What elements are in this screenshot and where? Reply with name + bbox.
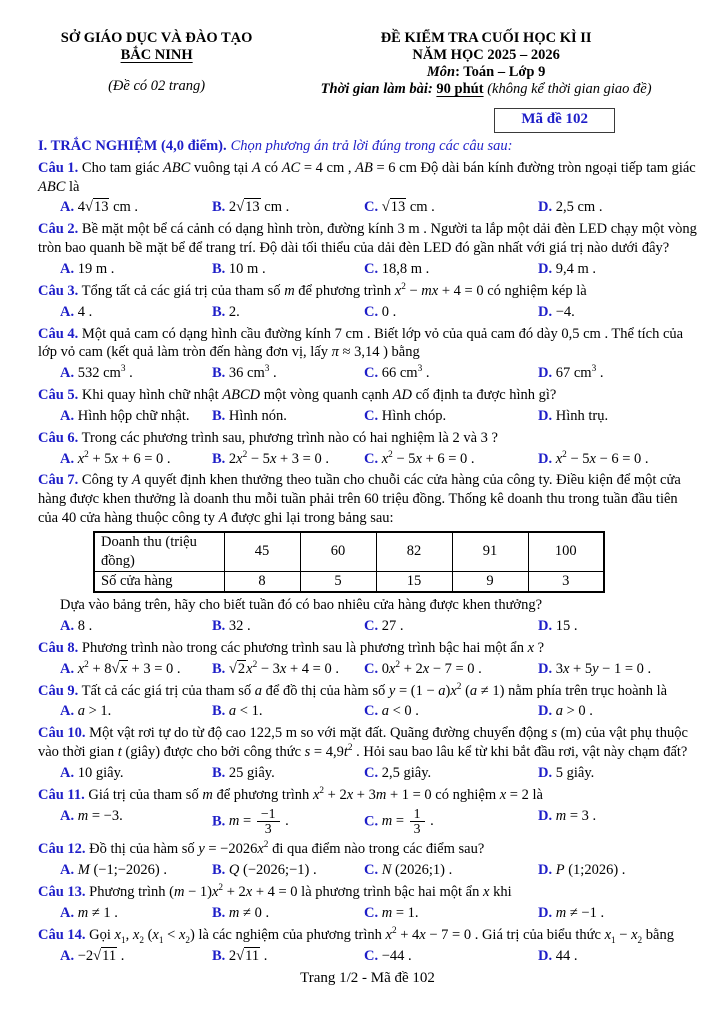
option-letter: D. <box>538 703 553 720</box>
question-text: Câu 2. Bề mặt một bể cá cảnh có dạng hình tròn, đường kính 3 m . Người ta lắp một dải đèn LED chạy một vòng tròn bao quanh bề mặt bể để trang trí. Độ dài tối thiểu của dải đèn LED đó gần nhất với giá trị nào dưới đây? <box>38 221 697 257</box>
option-letter: C. <box>364 407 379 424</box>
question-label: Câu 10. <box>38 725 86 742</box>
option-letter: B. <box>212 450 226 467</box>
options-row <box>38 904 697 923</box>
option-d: D. 15 . <box>538 618 578 634</box>
question-label: Câu 1. <box>38 159 79 176</box>
option-b: B. 36 $cm^3$ . <box>212 364 277 382</box>
option-letter: D. <box>538 660 553 677</box>
question-text: Câu 4. Một quả cam có dạng hình cầu đường kính 7 cm . Biết lớp vỏ của quả cam đó dày 0,5 cm . Thể tích của lớp vỏ cam (kết quả làm tròn đến hàng đơn vị, lấy π ≈ 3,14 ) bằng <box>38 325 684 361</box>
option-b: B. Hình nón. <box>212 407 287 424</box>
option-a: A. 4 . <box>60 303 93 320</box>
option-letter: A. <box>60 904 75 921</box>
question-8 <box>38 639 697 679</box>
option-d: D. 44 . <box>538 947 578 964</box>
question-text: Câu 6. Trong các phương trình sau, phương trình nào có hai nghiệm là 2 và 3 ? <box>38 429 498 446</box>
question-text: Câu 11. Giá trị của tham số m để phương trình $x^2 + 2x + 3m + 1 = 0$ có nghiệm x = 2 là <box>38 785 543 803</box>
question-3 <box>38 282 697 322</box>
option-b: B. 32 . <box>212 618 251 634</box>
option-letter: B. <box>212 407 226 424</box>
option-letter: A. <box>60 303 75 320</box>
option-letter: D. <box>538 199 553 216</box>
option-letter: A. <box>60 947 75 964</box>
option-letter: C. <box>364 365 379 382</box>
question-label: Câu 5. <box>38 387 79 404</box>
option-d: D. 5 giây. <box>538 764 595 781</box>
question-text: Câu 14. Gọi $x_1$, $x_2$ $(x_1 < x_2)$ là các nghiệm của phương trình $x^2 + 4x - 7 = 0$ . Giá trị của biểu thức $x_1 - x_2$ bằng <box>38 925 674 946</box>
options-row <box>38 861 697 880</box>
option-d: D. 3x + 5y − 1 = 0 . <box>538 660 652 677</box>
option-letter: D. <box>538 618 553 634</box>
question-1 <box>38 159 697 218</box>
option-d: D. $x^2 - 5x - 6 = 0$ . <box>538 449 649 467</box>
option-letter: D. <box>538 407 553 424</box>
option-c: C. Hình chóp. <box>364 407 447 424</box>
page-footer: Trang 1/2 - Mã đề 102 <box>300 970 435 987</box>
option-c: C. a < 0 . <box>364 703 419 720</box>
option-d: D. −4. <box>538 303 575 320</box>
question-4 <box>38 325 697 384</box>
question-9 <box>38 682 697 722</box>
question-text: Câu 3. Tổng tất cả các giá trị của tham số m để phương trình $x^2$ − mx + 4 = 0 có nghiệm kép là <box>38 282 587 299</box>
options-row <box>38 260 697 279</box>
table-cell: 9 <box>452 571 528 592</box>
option-d: D. a > 0 . <box>538 703 593 720</box>
option-c: C. √13 cm . <box>364 199 435 216</box>
exam-title: ĐỀ KIỂM TRA CUỐI HỌC KÌ II <box>380 30 592 46</box>
issuing-authority-block <box>38 30 275 98</box>
option-b: B. $√2x^2 - 3x + 4 = 0$ . <box>212 659 339 677</box>
option-a: A. m ≠ 1 . <box>60 904 118 921</box>
time-line: Thời gian làm bài: 90 phút (không kể thời gian giao đề) <box>320 81 652 98</box>
option-d: D. 67 $cm^3$ . <box>538 364 604 382</box>
option-letter: B. <box>212 660 226 677</box>
option-a: A. 8 . <box>60 618 93 634</box>
option-d: D. 2,5 cm . <box>538 199 603 216</box>
authority-province: BẮC NINH <box>120 47 193 64</box>
option-letter: A. <box>60 703 75 720</box>
section-instruction: Chọn phương án trả lời đúng trong các câu sau: <box>230 137 513 154</box>
option-letter: D. <box>538 365 553 382</box>
option-d: D. P (1;2026) . <box>538 862 626 879</box>
option-b: B. a < 1. <box>212 703 263 720</box>
option-letter: D. <box>538 904 553 921</box>
table-cell: 15 <box>376 571 452 592</box>
subject-line: Môn: Toán – Lớp 9 <box>426 64 546 81</box>
option-a: A. 19 m . <box>60 261 115 277</box>
option-letter: A. <box>60 407 75 424</box>
option-c: C. −44 . <box>364 947 412 964</box>
option-b: B. m = $\frac{-1}{3}$ . <box>212 805 289 837</box>
question-5 <box>38 386 697 426</box>
table-row <box>94 571 604 592</box>
option-c: C. $0x^2 + 2x - 7 = 0$ . <box>364 659 482 677</box>
option-b: B. 2. <box>212 303 240 320</box>
option-a: A. M (−1;−2026) . <box>60 862 167 879</box>
questions-list <box>38 159 697 966</box>
option-letter: C. <box>364 862 379 879</box>
options-row <box>38 702 697 721</box>
option-b: B. 2√13 cm . <box>212 199 290 216</box>
table-cell: 60 <box>300 532 376 571</box>
question-label: Câu 12. <box>38 841 86 858</box>
table-cell: 5 <box>300 571 376 592</box>
option-letter: D. <box>538 261 553 277</box>
option-letter: C. <box>364 904 379 921</box>
option-letter: A. <box>60 199 75 216</box>
option-letter: C. <box>364 813 379 830</box>
question-text: Câu 5. Khi quay hình chữ nhật ABCD một vòng quanh cạnh AD cố định ta được hình gì? <box>38 387 557 404</box>
option-d: D. m ≠ −1 . <box>538 904 605 921</box>
options-row <box>38 660 697 679</box>
school-year: NĂM HỌC 2025 – 2026 <box>412 47 560 64</box>
option-letter: D. <box>538 947 553 964</box>
option-letter: A. <box>60 618 75 634</box>
section-title: I. TRẮC NGHIỆM (4,0 điểm). <box>38 137 227 154</box>
option-d: D. m = 3 . <box>538 807 597 824</box>
exam-code-box: Mã đề 102 <box>494 108 615 133</box>
option-b: B. 10 m . <box>212 261 266 277</box>
option-letter: A. <box>60 261 75 277</box>
option-letter: B. <box>212 862 226 879</box>
options-row <box>38 807 697 838</box>
option-letter: D. <box>538 862 553 879</box>
option-letter: C. <box>364 303 379 320</box>
table-cell: 45 <box>224 532 300 571</box>
option-c: C. 66 $cm^3$ . <box>364 364 430 382</box>
option-letter: B. <box>212 813 226 830</box>
option-letter: B. <box>212 618 226 634</box>
options-row <box>38 198 697 217</box>
option-a: A. $x^2 + 5x + 6 = 0$ . <box>60 449 171 467</box>
option-letter: C. <box>364 660 379 677</box>
option-b: B. 2√11 . <box>212 947 268 964</box>
option-d: D. Hình trụ. <box>538 407 609 424</box>
option-d: D. 9,4 m . <box>538 261 597 277</box>
option-letter: A. <box>60 660 75 677</box>
option-letter: D. <box>538 450 553 467</box>
option-b: B. Q (−2026;−1) . <box>212 862 317 879</box>
option-c: C. N (2026;1) . <box>364 862 453 879</box>
options-row <box>38 364 697 383</box>
option-c: C. 2,5 giây. <box>364 764 432 781</box>
option-letter: C. <box>364 199 379 216</box>
question-label: Câu 4. <box>38 325 79 342</box>
table-cell: 82 <box>376 532 452 571</box>
question-text: Câu 13. Phương trình $(m - 1)x^2 + 2x + 4 = 0$ là phương trình bậc hai một ẩn x khi <box>38 883 512 901</box>
option-letter: A. <box>60 807 75 824</box>
option-letter: B. <box>212 303 226 320</box>
question-text: Câu 1. Cho tam giác ABC vuông tại A có AC = 4 cm , AB = 6 cm Độ dài bán kính đường tròn ngoại tiếp tam giác ABC là <box>38 159 696 195</box>
option-c: C. 0 . <box>364 303 397 320</box>
options-row <box>38 764 697 783</box>
option-letter: C. <box>364 703 379 720</box>
page-count-note: (Đề có 02 trang) <box>108 78 206 95</box>
option-a: A. 532 $cm^3$ . <box>60 364 133 382</box>
option-c: C. m = $\frac{1}{3}$ . <box>364 805 434 837</box>
option-letter: C. <box>364 947 379 964</box>
option-letter: A. <box>60 862 75 879</box>
option-a: A. −2√11 . <box>60 947 125 964</box>
option-letter: D. <box>538 807 553 824</box>
question-6 <box>38 429 697 469</box>
question-13 <box>38 883 697 923</box>
option-letter: B. <box>212 904 226 921</box>
question-label: Câu 9. <box>38 682 79 699</box>
question-label: Câu 3. <box>38 282 79 299</box>
revenue-table <box>93 531 605 593</box>
option-letter: B. <box>212 703 226 720</box>
option-letter: B. <box>212 764 226 781</box>
option-a: A. 10 giây. <box>60 764 124 781</box>
option-letter: B. <box>212 365 226 382</box>
question-text: Câu 7. Công ty A quyết định khen thưởng theo tuần cho chuỗi các cửa hàng của công ty. Điều kiện để một cửa hàng được khen thưởng là doanh thu mỗi tuần phải trên 60 triệu đồng. Thống kê doanh thu trong tuần đầu tiên của 40 cửa hàng thuộc công ty A được ghi lại trong bảng sau: <box>38 472 681 527</box>
option-b: B. 25 giây. <box>212 764 275 781</box>
table-cell: 3 <box>528 571 604 592</box>
option-b: B. $2x^2 - 5x + 3 = 0$ . <box>212 449 329 467</box>
question-label: Câu 14. <box>38 926 86 943</box>
option-a: A. $x^2 + 8√x + 3 = 0$ . <box>60 659 181 677</box>
option-a: A. Hình hộp chữ nhật. <box>60 407 190 424</box>
table-cell: 8 <box>224 571 300 592</box>
question-14 <box>38 926 697 966</box>
option-letter: C. <box>364 764 379 781</box>
question-label: Câu 2. <box>38 221 79 238</box>
option-letter: B. <box>212 261 226 277</box>
question-11 <box>38 786 697 838</box>
option-c: C. 27 . <box>364 618 404 634</box>
option-letter: A. <box>60 365 75 382</box>
options-row <box>38 407 697 426</box>
table-cell: Số cửa hàng <box>94 571 224 592</box>
option-letter: A. <box>60 764 75 781</box>
table-cell: 100 <box>528 532 604 571</box>
question-followup: Dựa vào bảng trên, hãy cho biết tuần đó có bao nhiêu cửa hàng được khen thưởng? <box>60 597 543 614</box>
question-text: Câu 9. Tất cả các giá trị của tham số a để đồ thị của hàm số $y = (1 - a)x^2$ (a ≠ 1) nằm phía trên trục hoành là <box>38 681 668 699</box>
option-letter: D. <box>538 303 553 320</box>
option-letter: C. <box>364 261 379 277</box>
option-letter: D. <box>538 764 553 781</box>
option-c: C. 18,8 m . <box>364 261 430 277</box>
page-header <box>38 30 697 98</box>
table-cell: 91 <box>452 532 528 571</box>
option-a: A. a > 1. <box>60 703 112 720</box>
section-heading <box>38 137 697 156</box>
question-label: Câu 6. <box>38 429 79 446</box>
option-c: C. $x^2 - 5x + 6 = 0$ . <box>364 449 475 467</box>
question-text: Câu 10. Một vật rơi tự do từ độ cao 122,5 m so với mặt đất. Quãng đường chuyển động s (m) của vật phụ thuộc vào thời gian t (giây) được cho bởi công thức $s = 4,9t^2$ . Hỏi sau bao lâu kể từ khi bắt đầu rơi, vật này chạm đất? <box>38 725 688 761</box>
option-letter: C. <box>364 618 379 634</box>
question-7 <box>38 471 697 635</box>
question-label: Câu 8. <box>38 639 79 656</box>
question-label: Câu 11. <box>38 786 85 803</box>
option-c: C. m = 1. <box>364 904 419 921</box>
question-12 <box>38 840 697 880</box>
question-text: Câu 8. Phương trình nào trong các phương trình sau là phương trình bậc hai một ẩn x ? <box>38 639 545 656</box>
options-row <box>38 617 697 636</box>
exam-title-block <box>275 30 697 98</box>
option-a: A. 4√13 cm . <box>60 199 139 216</box>
options-row <box>38 947 697 966</box>
table-row <box>94 532 604 571</box>
table-cell: Doanh thu (triệu đồng) <box>94 532 224 571</box>
question-label: Câu 7. <box>38 472 79 489</box>
option-letter: C. <box>364 450 379 467</box>
option-letter: B. <box>212 947 226 964</box>
option-a: A. m = −3. <box>60 807 123 824</box>
exam-code-row <box>38 108 697 133</box>
question-2 <box>38 220 697 279</box>
question-label: Câu 13. <box>38 884 86 901</box>
option-letter: A. <box>60 450 75 467</box>
question-text: Câu 12. Đồ thị của hàm số $y = -2026x^2$ đi qua điểm nào trong các điểm sau? <box>38 840 485 858</box>
authority-name: SỞ GIÁO DỤC VÀ ĐÀO TẠO <box>60 30 253 46</box>
option-b: B. m ≠ 0 . <box>212 904 270 921</box>
options-row <box>38 303 697 322</box>
option-letter: B. <box>212 199 226 216</box>
options-row <box>38 450 697 469</box>
question-10 <box>38 724 697 783</box>
